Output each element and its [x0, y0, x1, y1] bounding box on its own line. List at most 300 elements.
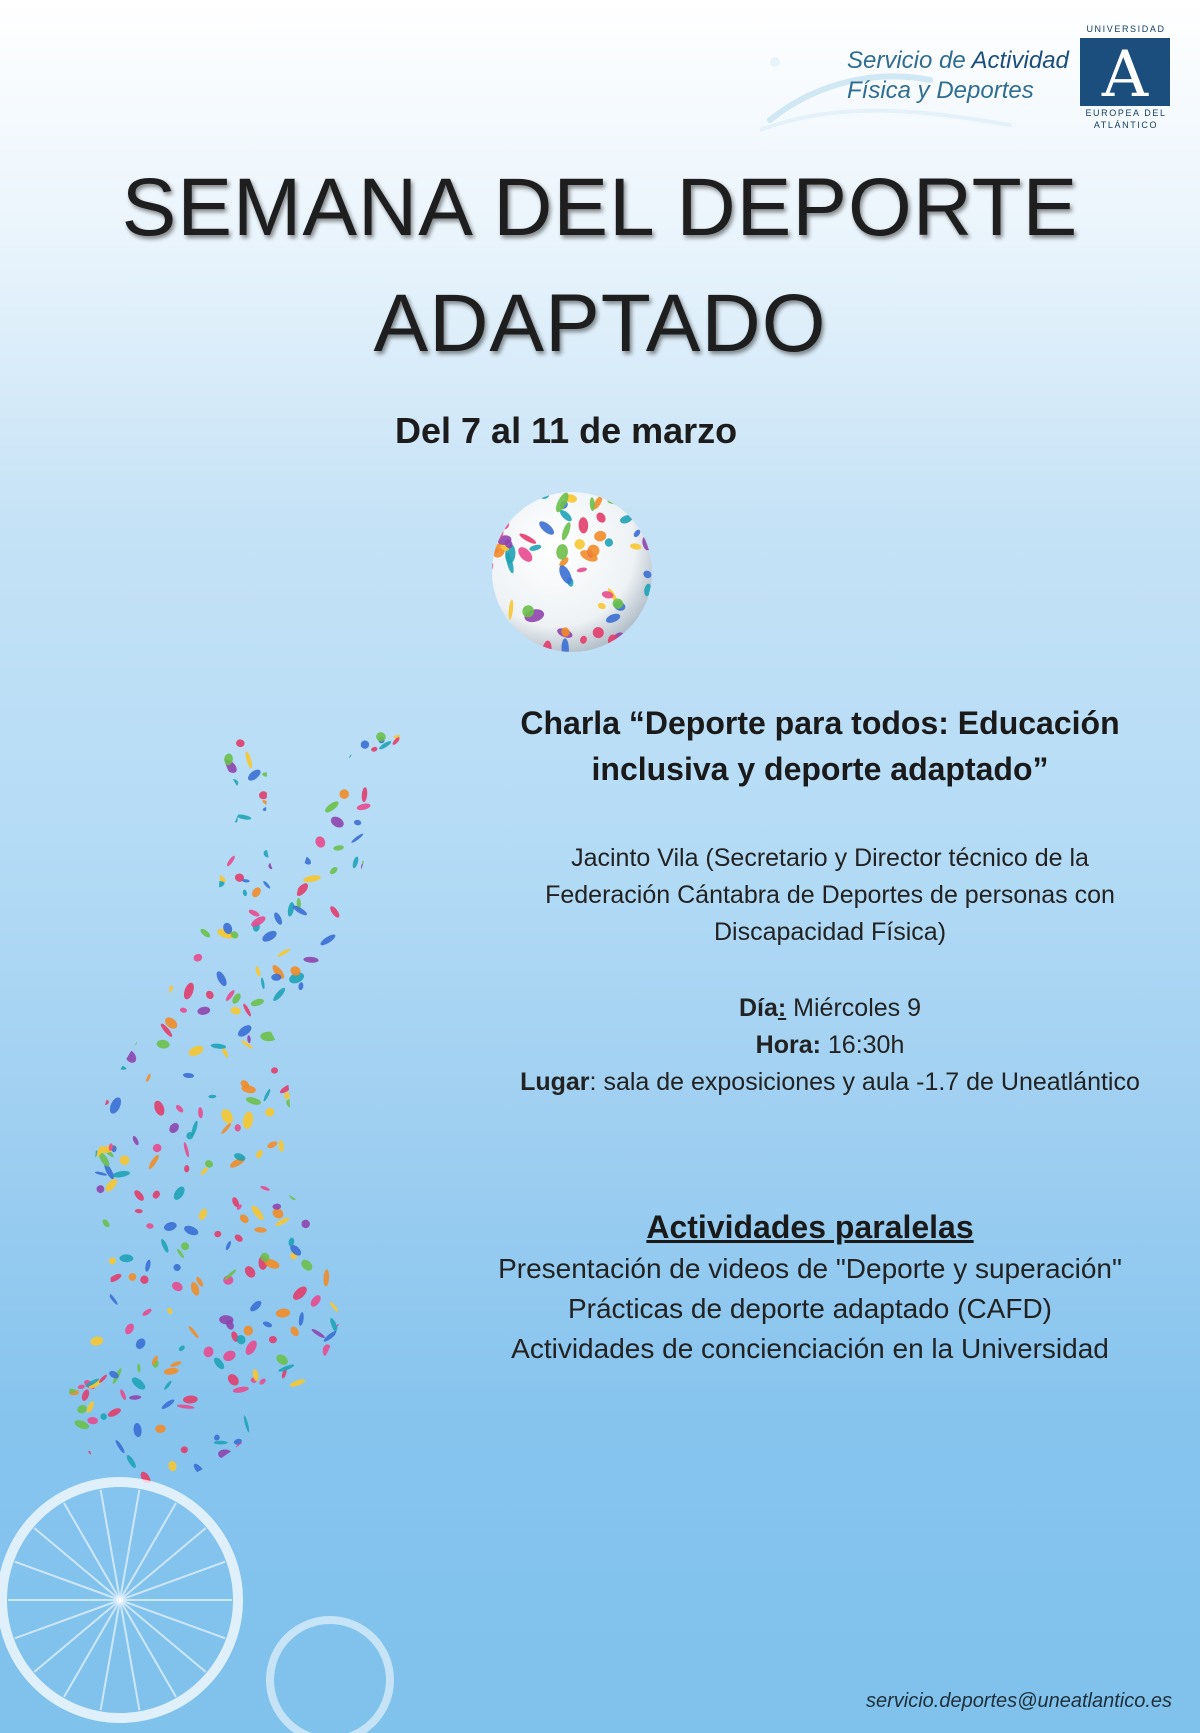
mosaic-piece — [59, 936, 71, 944]
list-item: Prácticas de deporte adaptado (CAFD) — [567, 1293, 1053, 1324]
schedule — [470, 990, 1190, 1101]
mosaic-piece — [6, 879, 24, 895]
mosaic-piece — [42, 711, 59, 721]
mosaic-piece — [36, 1200, 55, 1220]
mosaic-piece — [46, 975, 61, 981]
mosaic-piece — [4, 976, 20, 996]
mosaic-piece — [418, 833, 431, 852]
mosaic-piece — [215, 1493, 232, 1503]
mosaic-piece — [102, 1488, 114, 1500]
mosaic-piece — [163, 1221, 178, 1233]
mosaic-piece — [437, 1402, 449, 1412]
mosaic-piece — [376, 923, 386, 934]
mosaic-piece — [373, 846, 381, 862]
mosaic-piece — [9, 1026, 18, 1035]
mosaic-piece — [42, 1053, 46, 1064]
mosaic-piece — [90, 1272, 99, 1283]
mosaic-piece — [323, 799, 340, 814]
mosaic-piece — [125, 700, 134, 705]
mosaic-piece — [230, 1006, 242, 1016]
mosaic-piece — [12, 753, 24, 765]
mosaic-piece — [303, 1393, 320, 1406]
mosaic-piece — [1, 1327, 10, 1334]
mosaic-piece — [166, 1307, 174, 1315]
mosaic-piece — [340, 1025, 352, 1035]
mosaic-piece — [260, 1185, 271, 1192]
mosaic-piece — [209, 888, 218, 898]
mosaic-piece — [204, 989, 215, 1000]
mosaic-piece — [40, 1091, 49, 1100]
mosaic-piece — [202, 1345, 215, 1359]
mosaic-piece — [113, 907, 125, 924]
mosaic-piece — [490, 605, 499, 623]
mosaic-piece — [68, 1300, 78, 1310]
mosaic-piece — [427, 952, 437, 961]
mosaic-piece — [167, 1121, 181, 1135]
mosaic-piece — [271, 1067, 279, 1074]
mosaic-piece — [192, 953, 203, 963]
mosaic-piece — [316, 1080, 324, 1088]
mosaic-piece — [6, 1212, 19, 1224]
mosaic-piece — [262, 880, 271, 889]
mosaic-piece — [410, 958, 420, 963]
mosaic-piece — [385, 1195, 398, 1206]
mosaic-piece — [11, 1243, 30, 1251]
mosaic-piece — [90, 1335, 104, 1346]
mosaic-piece — [418, 1182, 431, 1194]
mosaic-piece — [409, 1344, 416, 1348]
mosaic-piece — [47, 1196, 54, 1202]
mosaic-piece — [367, 1471, 381, 1483]
mosaic-piece — [278, 750, 288, 758]
mosaic-piece — [446, 1119, 462, 1130]
mosaic-piece — [213, 1434, 221, 1442]
mosaic-piece — [369, 974, 386, 979]
mosaic-piece — [177, 1404, 195, 1410]
university-logo-icon — [1080, 38, 1170, 106]
mosaic-piece — [13, 1208, 22, 1215]
mosaic-piece — [405, 927, 421, 935]
mosaic-piece — [329, 709, 340, 725]
mosaic-piece — [77, 991, 90, 1006]
mosaic-piece — [75, 1329, 87, 1344]
mosaic-piece — [201, 749, 214, 762]
mosaic-piece — [626, 637, 644, 654]
mosaic-piece — [118, 775, 125, 784]
mosaic-piece — [172, 762, 178, 773]
mosaic-piece — [83, 1450, 92, 1467]
mosaic-piece — [118, 985, 132, 991]
wheel-spoke — [34, 1600, 120, 1672]
mosaic-piece — [30, 970, 43, 980]
mosaic-piece — [50, 1037, 62, 1054]
mosaic-piece — [40, 1306, 57, 1323]
mosaic-piece — [10, 1204, 19, 1221]
mosaic-piece — [361, 859, 375, 871]
day-label: Día — [739, 994, 778, 1022]
mosaic-piece — [303, 956, 319, 963]
mosaic-piece — [221, 1349, 237, 1364]
mosaic-piece — [250, 1204, 266, 1222]
mosaic-piece — [73, 1155, 83, 1164]
mosaic-piece — [102, 1065, 118, 1077]
mosaic-piece — [436, 1461, 447, 1472]
mosaic-piece — [80, 919, 91, 938]
mosaic-piece — [77, 1303, 84, 1320]
mosaic-piece — [49, 966, 61, 973]
mosaic-piece — [352, 856, 360, 869]
mosaic-piece — [69, 1230, 77, 1241]
mosaic-piece — [79, 700, 86, 704]
mosaic-piece — [273, 911, 284, 925]
mosaic-piece — [152, 1143, 162, 1153]
mosaic-piece — [386, 850, 397, 860]
mosaic-piece — [385, 1483, 401, 1495]
mosaic-piece — [284, 1092, 291, 1100]
page-title — [0, 150, 1200, 382]
mosaic-piece — [287, 829, 300, 841]
mosaic-piece — [329, 814, 346, 829]
mosaic-piece — [119, 706, 133, 724]
mosaic-piece — [0, 749, 8, 755]
mosaic-piece — [411, 1298, 418, 1313]
mosaic-piece — [426, 1012, 435, 1026]
mosaic-piece — [417, 1069, 428, 1080]
mosaic-piece — [236, 1023, 254, 1039]
mosaic-piece — [500, 631, 519, 644]
mosaic-piece — [264, 1471, 281, 1483]
mosaic-piece — [439, 734, 452, 747]
mosaic-piece — [112, 1170, 131, 1179]
mosaic-piece — [356, 963, 368, 982]
contact-email[interactable]: servicio.deportes@uneatlantico.es — [865, 1690, 1172, 1712]
mosaic-piece — [402, 729, 412, 746]
schedule-day — [470, 990, 1190, 1027]
mosaic-piece — [60, 1159, 74, 1169]
mosaic-piece — [326, 1172, 333, 1181]
mosaic-piece — [278, 1447, 292, 1452]
mosaic-piece — [366, 852, 379, 865]
mosaic-piece — [187, 1044, 205, 1058]
mosaic-piece — [351, 833, 365, 844]
mosaic-piece — [84, 966, 95, 977]
mosaic-piece — [258, 1377, 267, 1385]
mosaic-piece — [94, 917, 100, 930]
mosaic-piece — [361, 977, 371, 984]
mosaic-piece — [396, 1417, 415, 1429]
mosaic-piece — [262, 806, 269, 811]
mosaic-piece — [39, 1316, 57, 1330]
mosaic-piece — [416, 807, 430, 821]
mosaic-piece — [108, 1096, 124, 1116]
mosaic-piece — [255, 966, 262, 977]
mosaic-piece — [398, 1366, 408, 1378]
mosaic-piece — [18, 1434, 35, 1449]
mosaic-piece — [464, 1436, 473, 1442]
mosaic-piece — [293, 733, 302, 741]
mosaic-piece — [35, 703, 46, 713]
mosaic-piece — [432, 789, 448, 799]
mosaic-piece — [135, 1209, 143, 1214]
mosaic-piece — [305, 1196, 317, 1207]
mosaic-piece — [180, 792, 190, 798]
mosaic-piece — [82, 1147, 96, 1163]
mosaic-piece — [95, 1259, 109, 1272]
mosaic-piece — [31, 1288, 43, 1297]
mosaic-piece — [396, 1026, 412, 1041]
mosaic-piece — [375, 1074, 386, 1089]
mosaic-piece — [44, 736, 60, 748]
mosaic-piece — [196, 794, 205, 805]
mosaic-piece — [420, 1178, 437, 1190]
mosaic-piece — [5, 968, 13, 975]
mosaic-piece — [107, 760, 115, 768]
mosaic-piece — [40, 852, 51, 863]
schedule-time — [470, 1027, 1190, 1064]
service-prefix: Servicio de — [847, 47, 972, 74]
mosaic-piece — [108, 793, 127, 811]
mosaic-piece — [393, 962, 405, 975]
mosaic-piece — [281, 870, 296, 882]
mosaic-piece — [199, 927, 212, 939]
mosaic-piece — [287, 1189, 297, 1201]
mosaic-piece — [448, 1417, 460, 1428]
mosaic-piece — [429, 1404, 446, 1418]
mosaic-piece — [30, 1046, 39, 1060]
mosaic-piece — [106, 1051, 115, 1061]
mosaic-piece — [173, 867, 183, 878]
mosaic-piece — [70, 1193, 87, 1202]
mosaic-piece — [349, 975, 368, 990]
mosaic-piece — [633, 500, 643, 515]
mosaic-piece — [391, 1188, 402, 1204]
mosaic-piece — [360, 740, 370, 750]
mosaic-piece — [10, 1284, 21, 1294]
mosaic-piece — [310, 1462, 326, 1475]
mosaic-piece — [54, 700, 69, 718]
mosaic-piece — [333, 845, 344, 852]
mosaic-piece — [22, 763, 28, 776]
mosaic-piece — [191, 870, 205, 877]
mosaic-piece — [152, 700, 164, 711]
mosaic-piece — [436, 988, 445, 996]
mosaic-piece — [48, 857, 56, 872]
mosaic-piece — [69, 926, 80, 938]
mosaic-piece — [88, 1301, 93, 1313]
mosaic-piece — [321, 1439, 330, 1448]
mosaic-piece — [127, 793, 145, 799]
mosaic-piece — [50, 1084, 61, 1099]
mosaic-piece — [402, 719, 413, 730]
mosaic-piece — [75, 1043, 84, 1051]
mosaic-piece — [374, 1399, 377, 1406]
mosaic-piece — [469, 1442, 480, 1456]
mosaic-piece — [83, 1187, 97, 1199]
mosaic-piece — [243, 1339, 259, 1357]
mosaic-piece — [22, 1121, 38, 1138]
mosaic-piece — [198, 1107, 204, 1119]
mosaic-piece — [208, 1095, 216, 1099]
mosaic-piece — [312, 1142, 320, 1152]
mosaic-piece — [118, 914, 136, 921]
mosaic-piece — [22, 1028, 42, 1045]
mosaic-piece — [0, 1476, 8, 1489]
mosaic-piece — [432, 716, 447, 734]
mosaic-piece — [91, 1032, 105, 1043]
mosaic-piece — [262, 772, 270, 777]
wheel-spoke — [34, 1528, 120, 1600]
mosaic-piece — [458, 822, 471, 829]
mosaic-piece — [59, 972, 69, 976]
mosaic-piece — [344, 1282, 353, 1295]
mosaic-piece — [214, 1441, 228, 1445]
mosaic-piece — [427, 1174, 443, 1193]
mosaic-piece — [121, 814, 136, 826]
service-line-2: Física y Deportes — [847, 77, 1034, 104]
mosaic-piece — [79, 1115, 86, 1120]
mosaic-piece — [442, 942, 454, 954]
mosaic-piece — [108, 1272, 123, 1284]
mosaic-piece — [272, 813, 285, 824]
university-bottom-label-1: EUROPEA DEL — [1085, 108, 1167, 118]
mosaic-piece — [365, 1043, 379, 1050]
parallel-activities — [420, 1205, 1200, 1369]
mosaic-piece — [52, 1192, 64, 1201]
mosaic-piece — [275, 1308, 290, 1318]
mosaic-piece — [248, 1493, 259, 1506]
mosaic-piece — [347, 1367, 354, 1376]
mosaic-piece — [302, 1171, 316, 1181]
mosaic-piece — [362, 1192, 380, 1207]
title-line-1: SEMANA DEL DEPORTE — [121, 162, 1079, 253]
mosaic-piece — [33, 1416, 42, 1420]
mosaic-piece — [141, 1307, 152, 1317]
mosaic-piece — [300, 1218, 312, 1230]
mosaic-piece — [139, 1274, 150, 1285]
mosaic-piece — [283, 856, 289, 863]
mosaic-piece — [91, 1096, 109, 1106]
mosaic-piece — [235, 739, 245, 748]
mosaic-piece — [366, 1482, 380, 1496]
mosaic-piece — [226, 855, 236, 867]
mosaic-piece — [14, 1064, 31, 1074]
mosaic-piece — [55, 836, 71, 854]
mosaic-piece — [427, 1104, 436, 1116]
mosaic-piece — [607, 498, 621, 504]
list-item: Presentación de videos de "Deporte y superación" — [498, 1253, 1122, 1284]
mosaic-piece — [34, 913, 49, 925]
mosaic-piece — [431, 1167, 440, 1177]
mosaic-piece — [314, 835, 327, 849]
mosaic-piece — [105, 1029, 113, 1037]
talk-title — [460, 700, 1180, 792]
mosaic-piece — [13, 745, 31, 761]
mosaic-piece — [446, 866, 455, 882]
mosaic-piece — [107, 1406, 123, 1418]
mosaic-piece — [183, 1072, 195, 1078]
mosaic-piece — [83, 1073, 94, 1087]
mosaic-piece — [111, 837, 124, 844]
mosaic-piece — [341, 933, 355, 947]
mosaic-piece — [91, 729, 97, 740]
mosaic-piece — [114, 1439, 126, 1454]
mosaic-piece — [349, 1428, 356, 1442]
mosaic-piece — [149, 956, 166, 964]
mosaic-piece — [72, 1337, 80, 1344]
mosaic-piece — [226, 778, 238, 788]
mosaic-piece — [75, 1083, 87, 1094]
mosaic-piece — [356, 969, 370, 982]
mosaic-piece — [367, 1419, 381, 1436]
mosaic-piece — [146, 1223, 154, 1229]
mosaic-piece — [113, 1029, 123, 1041]
sports-mosaic-ball-icon — [490, 490, 654, 654]
mosaic-piece — [13, 1224, 27, 1233]
mosaic-piece — [13, 939, 31, 948]
mosaic-piece — [32, 1274, 43, 1287]
mosaic-piece — [246, 767, 262, 782]
mosaic-piece — [147, 1154, 160, 1171]
mosaic-piece — [199, 1166, 209, 1176]
mosaic-piece — [16, 904, 29, 921]
title-line-2: ADAPTADO — [373, 278, 827, 369]
mosaic-piece — [137, 1363, 141, 1372]
mosaic-piece — [215, 970, 229, 988]
mosaic-piece — [98, 840, 116, 849]
mosaic-piece — [183, 1142, 190, 1158]
talk-line-1: Charla “Deporte para todos: Educación — [520, 705, 1120, 741]
schedule-place — [470, 1064, 1190, 1101]
mosaic-piece — [497, 636, 510, 649]
mosaic-piece — [23, 977, 40, 989]
mosaic-piece — [402, 908, 413, 917]
mosaic-piece — [114, 947, 123, 960]
mosaic-piece — [5, 1266, 21, 1279]
mosaic-piece — [259, 791, 268, 799]
mosaic-piece — [23, 1105, 35, 1117]
list-item: Actividades de concienciación en la Universidad — [511, 1333, 1109, 1364]
place-value: : sala de exposiciones y aula -1.7 de Uneatlántico — [589, 1068, 1140, 1096]
mosaic-piece — [88, 879, 98, 883]
mosaic-piece — [316, 1449, 325, 1458]
mosaic-piece — [394, 1299, 406, 1310]
mosaic-piece — [100, 800, 112, 812]
mosaic-piece — [311, 1328, 326, 1340]
mosaic-piece — [135, 933, 146, 945]
mosaic-piece — [316, 1419, 334, 1429]
mosaic-piece — [376, 1013, 382, 1023]
mosaic-piece — [291, 1117, 310, 1131]
mosaic-piece — [337, 1324, 344, 1327]
mosaic-piece — [387, 1410, 393, 1428]
mosaic-piece — [0, 1460, 6, 1467]
mosaic-piece — [448, 934, 464, 952]
mosaic-piece — [52, 1346, 59, 1359]
mosaic-piece — [137, 860, 147, 870]
mosaic-piece — [448, 778, 456, 783]
mosaic-piece — [414, 1460, 429, 1470]
mosaic-piece — [401, 956, 419, 974]
mosaic-piece — [490, 611, 501, 628]
mosaic-piece — [272, 1203, 281, 1210]
mosaic-piece — [348, 915, 362, 934]
mosaic-piece — [106, 976, 114, 990]
mosaic-piece — [118, 1153, 131, 1166]
mosaic-piece — [409, 1247, 419, 1258]
mosaic-piece — [441, 774, 457, 791]
mosaic-piece — [204, 1159, 215, 1170]
mosaic-piece — [71, 816, 82, 824]
